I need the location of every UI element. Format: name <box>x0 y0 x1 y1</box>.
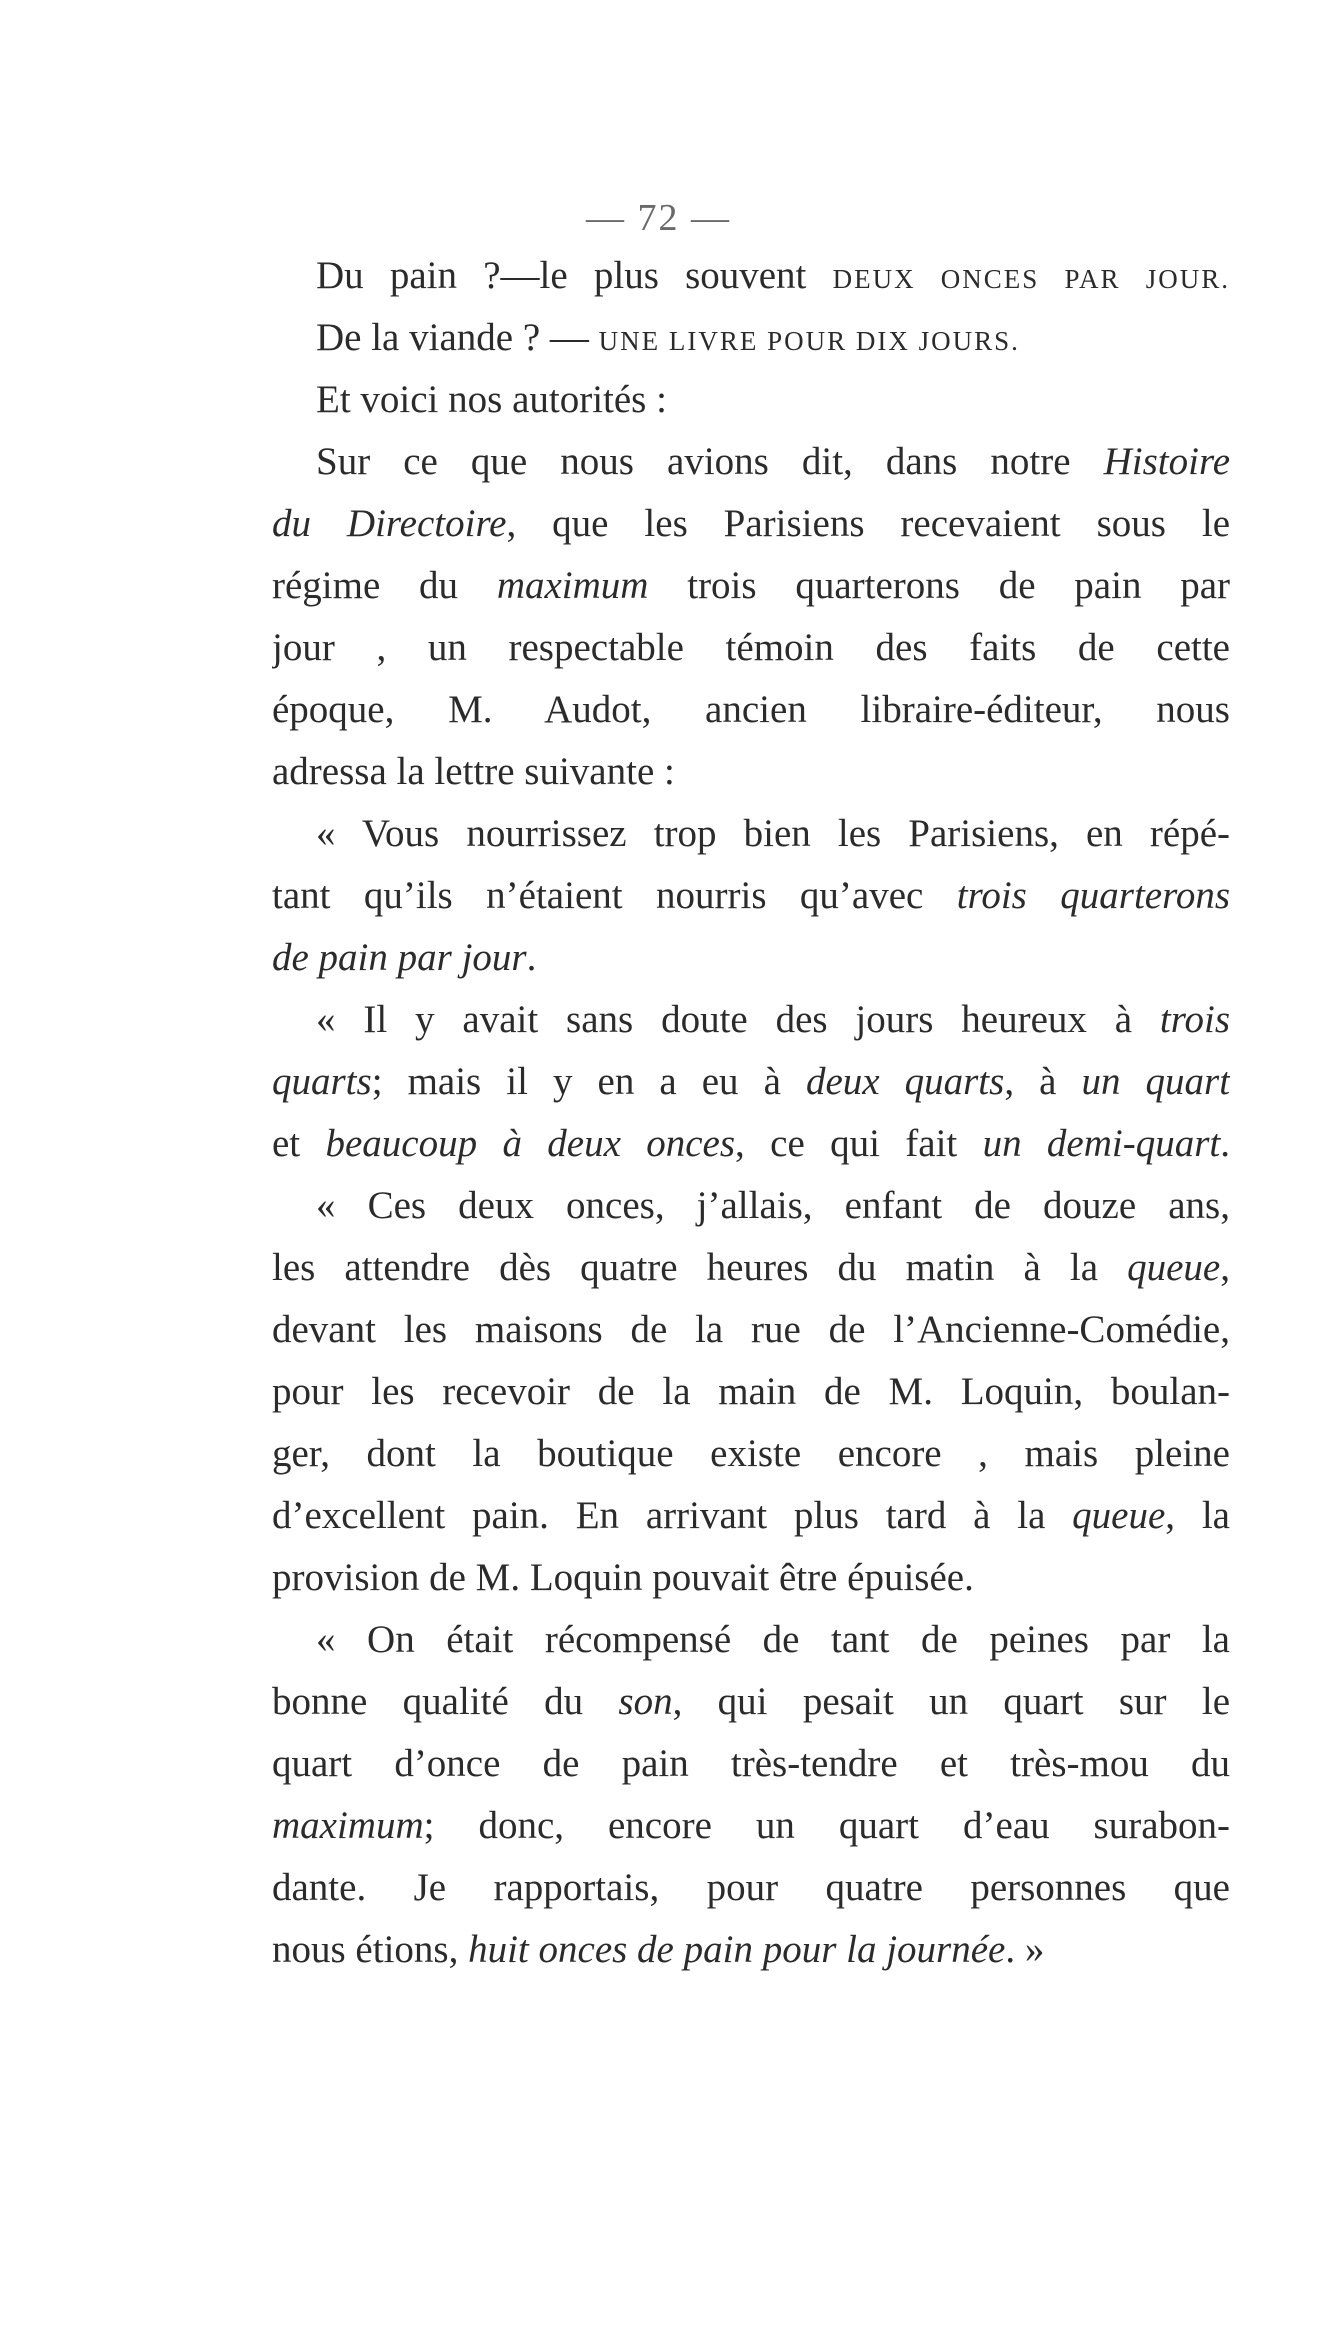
italic-run: son <box>618 1680 673 1723</box>
text-run: Et voici nos autorités : <box>316 378 667 421</box>
text-line <box>272 865 1230 927</box>
text-line <box>272 1547 1230 1609</box>
small-caps-run: UNE LIVRE POUR DIX JOURS. <box>598 326 1020 356</box>
text-run: . <box>1220 1122 1230 1165</box>
text-line <box>272 1485 1230 1547</box>
italic-run: deux quarts <box>805 1060 1005 1103</box>
text-run: adressa la lettre suivante : <box>272 750 675 793</box>
italic-run: queue <box>1072 1494 1166 1537</box>
text-line <box>272 741 1230 803</box>
text-line <box>272 1113 1230 1175</box>
text-run: ; donc, encore un quart d’eau surabon- <box>423 1804 1230 1847</box>
italic-run: trois quarterons <box>956 874 1230 917</box>
text-run: tant qu’ils n’étaient nourris qu’avec <box>272 874 957 917</box>
italic-run: queue <box>1127 1246 1221 1289</box>
text-run: les attendre dès quatre heures du matin à la <box>272 1246 1128 1289</box>
text-run: régime du <box>272 564 497 607</box>
italic-run: quarts <box>272 1060 372 1103</box>
text-line <box>272 1299 1230 1361</box>
text-run: , ce qui fait <box>735 1122 983 1165</box>
text-run: provision de M. Loquin pouvait être épuisée. <box>272 1556 974 1599</box>
italic-run: un quart <box>1081 1060 1230 1103</box>
text-run: ger, dont la boutique existe encore , mais pleine <box>272 1432 1230 1475</box>
text-line <box>272 245 1230 307</box>
text-line <box>272 431 1230 493</box>
text-line <box>272 493 1230 555</box>
italic-run: maximum <box>272 1804 424 1847</box>
text-run: , qui pesait un quart sur le <box>672 1680 1230 1723</box>
text-line <box>272 1237 1230 1299</box>
text-run: Du pain ?—le plus souvent <box>316 254 833 297</box>
text-line <box>272 369 1230 431</box>
small-caps-run: DEUX ONCES PAR JOUR. <box>832 264 1230 294</box>
text-run: . <box>526 936 537 979</box>
text-line <box>272 1795 1230 1857</box>
italic-run: beaucoup à deux onces <box>325 1122 736 1165</box>
text-line <box>272 1857 1230 1919</box>
text-run: d’excellent pain. En arrivant plus tard à la <box>272 1494 1073 1537</box>
italic-run: Histoire <box>1103 440 1230 483</box>
text-run: , que les Parisiens recevaient sous le <box>506 502 1230 545</box>
italic-run: huit onces de pain pour la journée <box>468 1928 1006 1971</box>
text-run: dante. Je rapportais, pour quatre personnes que <box>272 1866 1230 1909</box>
text-line <box>272 555 1230 617</box>
text-run: jour , un respectable témoin des faits de cette <box>272 626 1230 669</box>
italic-run: un demi-quart <box>982 1122 1221 1165</box>
text-run: , à <box>1004 1060 1082 1103</box>
text-run: ; mais il y en a eu à <box>371 1060 806 1103</box>
text-line <box>272 1919 1230 1981</box>
text-line <box>272 803 1230 865</box>
italic-run: trois <box>1159 998 1230 1041</box>
text-line <box>272 1361 1230 1423</box>
text-run: , <box>1220 1246 1230 1289</box>
text-run: devant les maisons de la rue de l’Ancienne-Comédie, <box>272 1308 1230 1351</box>
italic-run: du Directoire <box>272 502 507 545</box>
text-run: pour les recevoir de la main de M. Loquin, boulan- <box>272 1370 1230 1413</box>
text-run: , la <box>1165 1494 1230 1537</box>
text-run: époque, M. Audot, ancien libraire-éditeur, nous <box>272 688 1230 731</box>
text-line <box>272 1175 1230 1237</box>
text-run: « Il y avait sans doute des jours heureux à <box>316 998 1160 1041</box>
text-run: trois quarterons de pain par <box>648 564 1230 607</box>
body-text <box>272 245 1230 1981</box>
text-line <box>272 1671 1230 1733</box>
text-run: bonne qualité du <box>272 1680 619 1723</box>
text-run: quart d’once de pain très-tendre et très-mou du <box>272 1742 1230 1785</box>
text-run: « On était récompensé de tant de peines par la <box>316 1618 1230 1661</box>
text-line <box>272 989 1230 1051</box>
text-line <box>272 679 1230 741</box>
text-run: et <box>272 1122 326 1165</box>
page-number: — 72 — <box>586 197 731 239</box>
italic-run: de pain par jour <box>272 936 527 979</box>
text-line <box>272 927 1230 989</box>
text-line <box>272 1609 1230 1671</box>
text-line <box>272 1423 1230 1485</box>
text-run: « Vous nourrissez trop bien les Parisiens, en répé- <box>316 812 1230 855</box>
text-line <box>272 1733 1230 1795</box>
italic-run: maximum <box>496 564 649 607</box>
text-run: nous étions, <box>272 1928 469 1971</box>
text-run: « Ces deux onces, j’allais, enfant de douze ans, <box>316 1184 1230 1227</box>
text-line <box>272 617 1230 679</box>
text-run: . » <box>1005 1928 1045 1971</box>
text-line <box>272 307 1230 369</box>
text-line <box>272 1051 1230 1113</box>
text-run: De la viande ? — <box>316 316 599 359</box>
text-run: Sur ce que nous avions dit, dans notre <box>316 440 1104 483</box>
